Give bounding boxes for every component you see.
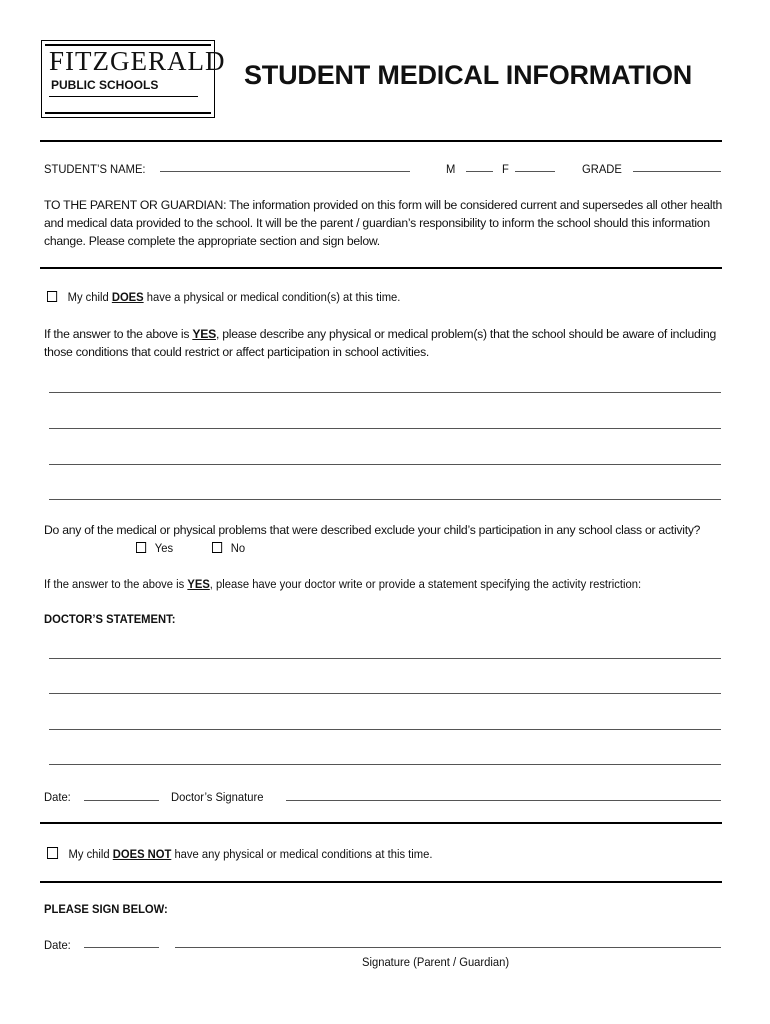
- doctor-line-2[interactable]: [49, 693, 721, 694]
- doctor-date-field[interactable]: [84, 800, 159, 801]
- doctor-line-1[interactable]: [49, 658, 721, 659]
- does-post: have a physical or medical condition(s) at this time.: [143, 290, 401, 304]
- doctor-request-emph: YES: [187, 577, 210, 591]
- description-line-1[interactable]: [49, 392, 721, 393]
- doctor-signature-label: Doctor’s Signature: [171, 790, 264, 804]
- logo-rule: [49, 96, 198, 97]
- exclude-no-label: No: [230, 541, 246, 555]
- doctor-request-text: [44, 575, 641, 593]
- divider-2: [40, 267, 722, 269]
- does-condition-checkbox[interactable]: [47, 291, 57, 302]
- doctor-statement-label: DOCTOR’S STATEMENT:: [44, 612, 176, 626]
- does-condition-row: [47, 288, 400, 306]
- exclude-no-option[interactable]: [212, 539, 245, 557]
- gender-m-field[interactable]: [466, 171, 493, 172]
- does-not-condition-row: [47, 845, 432, 863]
- logo-subtitle: PUBLIC SCHOOLS: [51, 78, 159, 92]
- page-title: STUDENT MEDICAL INFORMATION: [244, 60, 693, 90]
- yes-describe-emph: YES: [192, 327, 216, 341]
- does-emph: DOES: [111, 290, 144, 304]
- does-not-emph: DOES NOT: [112, 847, 172, 861]
- guardian-notice: TO THE PARENT OR GUARDIAN: The information provided on this form will be considered current and supersedes all other health and medical data provided to the school. It will be the parent / guardian’s responsibility to inform the school should this information change. Please complete the appropriate section and sign below.: [44, 198, 723, 248]
- does-pre: My child: [67, 290, 112, 304]
- gender-f-field[interactable]: [515, 171, 555, 172]
- logo-brand: FITZGERALD: [49, 46, 226, 76]
- exclude-yes-option[interactable]: [136, 539, 173, 557]
- gender-m-label: M: [446, 162, 456, 176]
- grade-field[interactable]: [633, 171, 721, 172]
- yes-describe-post: , please describe any physical or medical problem(s) that the school should be aware of including those conditions that could restrict or affect participation in school activities.: [44, 327, 717, 359]
- doctor-line-3[interactable]: [49, 729, 721, 730]
- exclude-question: Do any of the medical or physical problems that were described exclude your child’s participation in any school class or activity?: [44, 523, 701, 537]
- does-not-post: have any physical or medical conditions at this time.: [171, 847, 433, 861]
- divider-3: [40, 822, 722, 824]
- doctor-request-pre: If the answer to the above is: [44, 577, 188, 591]
- description-line-3[interactable]: [49, 464, 721, 465]
- parent-date-label: Date:: [44, 938, 71, 952]
- student-name-field[interactable]: [160, 171, 410, 172]
- description-line-2[interactable]: [49, 428, 721, 429]
- exclude-yes-label: Yes: [154, 541, 174, 555]
- yes-describe-pre: If the answer to the above is: [44, 327, 193, 341]
- yes-describe-text: [44, 325, 724, 361]
- exclude-yes-checkbox[interactable]: [136, 542, 146, 553]
- description-line-4[interactable]: [49, 499, 721, 500]
- parent-date-field[interactable]: [84, 947, 159, 948]
- exclude-no-checkbox[interactable]: [212, 542, 222, 553]
- divider-4: [40, 881, 722, 883]
- parent-signature-field[interactable]: [175, 947, 721, 948]
- student-name-label: STUDENT’S NAME:: [44, 162, 146, 176]
- divider-top: [40, 140, 722, 142]
- school-logo: [41, 40, 226, 118]
- doctor-line-4[interactable]: [49, 764, 721, 765]
- grade-label: GRADE: [582, 162, 622, 176]
- doctor-request-post: , please have your doctor write or provide a statement specifying the activity restriction:: [209, 577, 642, 591]
- please-sign-label: PLEASE SIGN BELOW:: [44, 902, 168, 916]
- does-not-pre: My child: [68, 847, 113, 861]
- doctor-date-label: Date:: [44, 790, 71, 804]
- parent-signature-caption: Signature (Parent / Guardian): [362, 955, 510, 969]
- doctor-signature-field[interactable]: [286, 800, 721, 801]
- does-not-condition-checkbox[interactable]: [47, 847, 58, 859]
- gender-f-label: F: [502, 162, 509, 176]
